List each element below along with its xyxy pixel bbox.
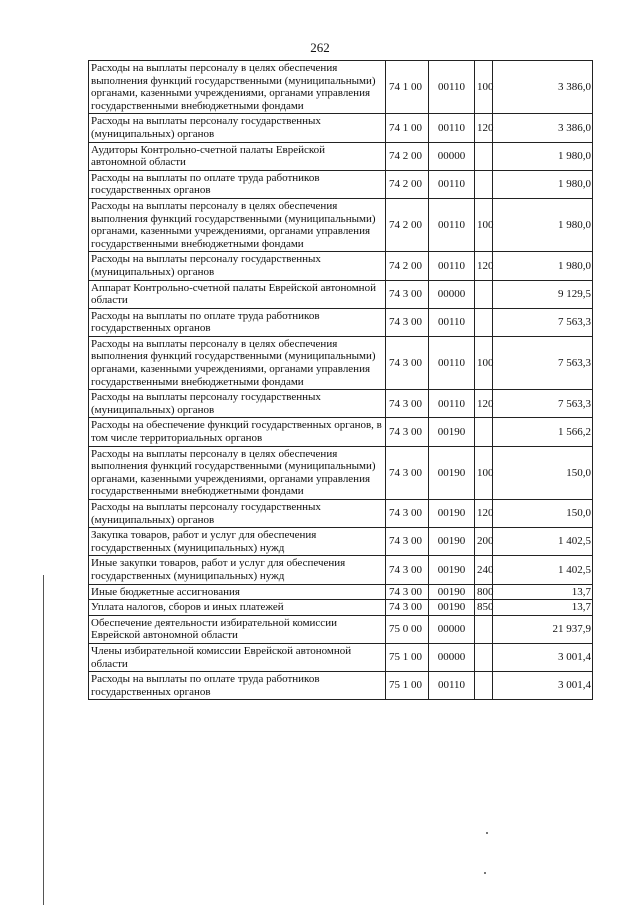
table-row xyxy=(89,643,593,671)
row-csr-program: 74 3 00 xyxy=(386,418,429,446)
row-csr-program: 74 3 00 xyxy=(386,446,429,499)
scan-speck xyxy=(486,832,488,834)
row-name: Обеспечение деятельности избирательной комиссии Еврейской автономной области xyxy=(89,615,386,643)
row-expense-type xyxy=(475,672,493,700)
row-csr-program: 74 3 00 xyxy=(386,528,429,556)
row-name: Члены избирательной комиссии Еврейской автономной области xyxy=(89,643,386,671)
row-csr-program: 74 3 00 xyxy=(386,308,429,336)
row-csr-direction: 00190 xyxy=(429,446,475,499)
row-name: Закупка товаров, работ и услуг для обеспечения государственных (муниципальных) нужд xyxy=(89,528,386,556)
row-name: Аппарат Контрольно-счетной палаты Еврейской автономной области xyxy=(89,280,386,308)
row-expense-type xyxy=(475,170,493,198)
row-sum: 3 386,0 xyxy=(493,114,593,142)
row-expense-type: 200 xyxy=(475,528,493,556)
row-csr-program: 74 2 00 xyxy=(386,170,429,198)
row-csr-direction: 00110 xyxy=(429,308,475,336)
row-csr-direction: 00000 xyxy=(429,142,475,170)
table-row xyxy=(89,336,593,389)
row-csr-direction: 00190 xyxy=(429,500,475,528)
row-csr-program: 75 0 00 xyxy=(386,615,429,643)
row-csr-direction: 00110 xyxy=(429,198,475,251)
row-expense-type: 120 xyxy=(475,500,493,528)
row-csr-program: 74 2 00 xyxy=(386,142,429,170)
row-csr-program: 74 2 00 xyxy=(386,252,429,280)
row-csr-direction: 00000 xyxy=(429,615,475,643)
row-csr-program: 74 3 00 xyxy=(386,584,429,600)
row-expense-type xyxy=(475,142,493,170)
row-csr-program: 74 3 00 xyxy=(386,390,429,418)
table-row xyxy=(89,142,593,170)
row-csr-direction: 00110 xyxy=(429,336,475,389)
page-number: 262 xyxy=(310,40,330,55)
row-expense-type xyxy=(475,643,493,671)
row-name: Расходы на выплаты персоналу государственных (муниципальных) органов xyxy=(89,252,386,280)
table-row xyxy=(89,252,593,280)
row-expense-type: 100 xyxy=(475,336,493,389)
row-sum: 1 566,2 xyxy=(493,418,593,446)
row-name: Расходы на обеспечение функций государственных органов, в том числе территориальных органов xyxy=(89,418,386,446)
row-csr-program: 74 3 00 xyxy=(386,336,429,389)
table-row xyxy=(89,584,593,600)
row-name: Иные бюджетные ассигнования xyxy=(89,584,386,600)
table-row xyxy=(89,390,593,418)
row-name: Расходы на выплаты персоналу в целях обеспечения выполнения функций государственными (муниципальными) органами, казенными учреждениями, органами управления государственными внебюджетными фондами xyxy=(89,198,386,251)
row-expense-type: 120 xyxy=(475,390,493,418)
row-csr-program: 75 1 00 xyxy=(386,672,429,700)
row-name: Расходы на выплаты персоналу государственных (муниципальных) органов xyxy=(89,500,386,528)
row-sum: 13,7 xyxy=(493,600,593,616)
row-csr-program: 74 1 00 xyxy=(386,61,429,114)
budget-table xyxy=(88,60,593,700)
row-expense-type: 100 xyxy=(475,198,493,251)
row-csr-direction: 00110 xyxy=(429,390,475,418)
table-row xyxy=(89,418,593,446)
row-name: Расходы на выплаты персоналу в целях обеспечения выполнения функций государственными (муниципальными) органами, казенными учреждениями, органами управления государственными внебюджетными фондами xyxy=(89,336,386,389)
row-csr-program: 74 3 00 xyxy=(386,500,429,528)
row-sum: 13,7 xyxy=(493,584,593,600)
table-row xyxy=(89,61,593,114)
row-sum: 3 001,4 xyxy=(493,643,593,671)
row-expense-type xyxy=(475,418,493,446)
table-row xyxy=(89,198,593,251)
row-sum: 9 129,5 xyxy=(493,280,593,308)
table-row xyxy=(89,170,593,198)
row-csr-program: 74 3 00 xyxy=(386,556,429,584)
row-name: Расходы на выплаты персоналу в целях обеспечения выполнения функций государственными (муниципальными) органами, казенными учреждениями, органами управления государственными внебюджетными фондами xyxy=(89,446,386,499)
row-expense-type: 240 xyxy=(475,556,493,584)
table-row xyxy=(89,308,593,336)
table-row xyxy=(89,600,593,616)
row-csr-direction: 00190 xyxy=(429,528,475,556)
row-expense-type: 120 xyxy=(475,252,493,280)
row-sum: 3 001,4 xyxy=(493,672,593,700)
row-sum: 150,0 xyxy=(493,446,593,499)
row-sum: 1 980,0 xyxy=(493,252,593,280)
scan-speck xyxy=(484,872,486,874)
row-csr-direction: 00190 xyxy=(429,584,475,600)
row-name: Иные закупки товаров, работ и услуг для обеспечения государственных (муниципальных) нужд xyxy=(89,556,386,584)
row-expense-type xyxy=(475,308,493,336)
row-name: Аудиторы Контрольно-счетной палаты Еврейской автономной области xyxy=(89,142,386,170)
row-name: Расходы на выплаты персоналу государственных (муниципальных) органов xyxy=(89,114,386,142)
row-sum: 3 386,0 xyxy=(493,61,593,114)
row-expense-type xyxy=(475,615,493,643)
table-row xyxy=(89,615,593,643)
row-expense-type: 100 xyxy=(475,446,493,499)
row-csr-direction: 00110 xyxy=(429,61,475,114)
row-csr-program: 74 1 00 xyxy=(386,114,429,142)
row-csr-program: 74 2 00 xyxy=(386,198,429,251)
scan-edge-line xyxy=(43,575,44,905)
row-csr-program: 75 1 00 xyxy=(386,643,429,671)
table-row xyxy=(89,672,593,700)
row-sum: 1 980,0 xyxy=(493,142,593,170)
row-sum: 1 980,0 xyxy=(493,170,593,198)
row-expense-type: 120 xyxy=(475,114,493,142)
row-name: Расходы на выплаты персоналу государственных (муниципальных) органов xyxy=(89,390,386,418)
row-expense-type xyxy=(475,280,493,308)
row-csr-direction: 00110 xyxy=(429,114,475,142)
table-row xyxy=(89,446,593,499)
row-csr-direction: 00000 xyxy=(429,280,475,308)
row-csr-direction: 00110 xyxy=(429,252,475,280)
row-csr-direction: 00190 xyxy=(429,418,475,446)
row-expense-type: 850 xyxy=(475,600,493,616)
row-sum: 1 980,0 xyxy=(493,198,593,251)
table-row xyxy=(89,500,593,528)
row-csr-direction: 00110 xyxy=(429,170,475,198)
row-name: Уплата налогов, сборов и иных платежей xyxy=(89,600,386,616)
table-row xyxy=(89,280,593,308)
row-name: Расходы на выплаты по оплате труда работников государственных органов xyxy=(89,170,386,198)
row-sum: 7 563,3 xyxy=(493,308,593,336)
row-csr-direction: 00000 xyxy=(429,643,475,671)
row-expense-type: 100 xyxy=(475,61,493,114)
row-sum: 7 563,3 xyxy=(493,336,593,389)
table-row xyxy=(89,528,593,556)
row-csr-direction: 00190 xyxy=(429,600,475,616)
table-row xyxy=(89,114,593,142)
row-sum: 1 402,5 xyxy=(493,556,593,584)
row-csr-direction: 00190 xyxy=(429,556,475,584)
row-sum: 150,0 xyxy=(493,500,593,528)
table-body xyxy=(89,61,593,700)
row-sum: 7 563,3 xyxy=(493,390,593,418)
row-csr-program: 74 3 00 xyxy=(386,600,429,616)
row-csr-direction: 00110 xyxy=(429,672,475,700)
row-sum: 1 402,5 xyxy=(493,528,593,556)
row-name: Расходы на выплаты персоналу в целях обеспечения выполнения функций государственными (муниципальными) органами, казенными учреждениями, органами управления государственными внебюджетными фондами xyxy=(89,61,386,114)
row-sum: 21 937,9 xyxy=(493,615,593,643)
row-name: Расходы на выплаты по оплате труда работников государственных органов xyxy=(89,308,386,336)
table-row xyxy=(89,556,593,584)
row-expense-type: 800 xyxy=(475,584,493,600)
row-name: Расходы на выплаты по оплате труда работников государственных органов xyxy=(89,672,386,700)
row-csr-program: 74 3 00 xyxy=(386,280,429,308)
